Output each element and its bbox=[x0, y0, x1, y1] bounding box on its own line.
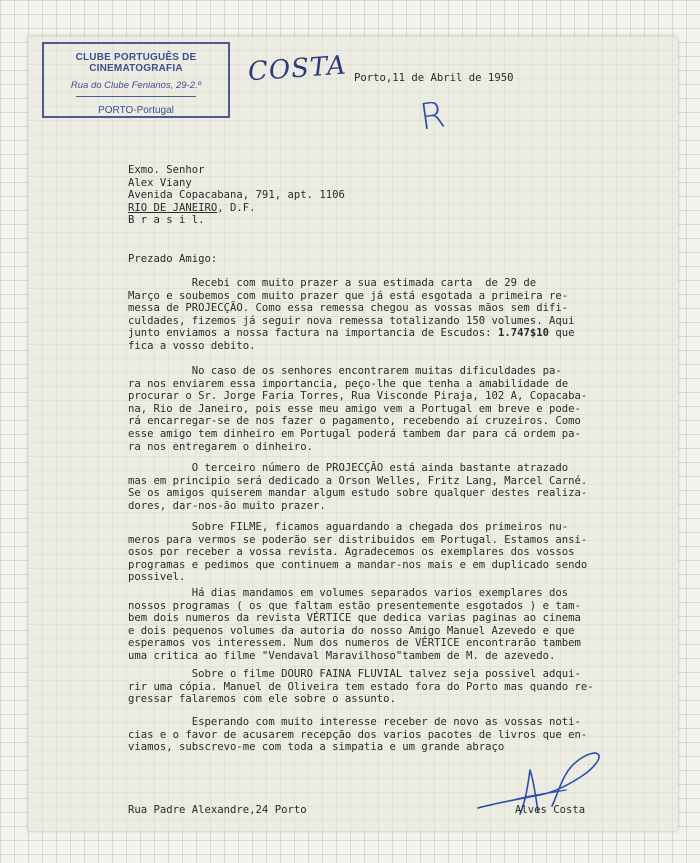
recipient-city: RIO DE JANEIRO bbox=[128, 201, 218, 214]
paragraph-line: Há dias mandamos em volumes separados varios exemplares dos bbox=[128, 587, 569, 599]
paragraph-line: gressar falaremos com ele sobre o assunto. bbox=[128, 693, 396, 706]
recipient-city-suffix: , D.F. bbox=[217, 201, 256, 214]
paragraph-line: mas em principio será dedicado a Orson Welles, Fritz Lang, Marcel Carné. bbox=[128, 474, 588, 487]
stamp-org-name: CLUBE PORTUGUÊS DE CINEMATOGRAFIA bbox=[75, 52, 197, 74]
paragraph-line: meros para vermos se poderão ser distribuidos em Portugal. Estamos ansi- bbox=[128, 533, 588, 546]
paragraph-line: Março e soubemos com muito prazer que já está esgotada a primeira re- bbox=[128, 289, 569, 302]
paragraph-line: Recebi com muito prazer a sua estimada carta de 29 de bbox=[128, 277, 537, 289]
paragraph-line: bem dois numeros da revista VÉRTICE que dedica varias paginas ao cinema bbox=[128, 612, 581, 625]
paragraph-line: uma critica ao filme "Vendaval Maravilhoso"tambem de M. de azevedo. bbox=[128, 649, 556, 662]
recipient-line: Avenida Copacabana, 791, apt. 1106 bbox=[128, 189, 345, 202]
recipient-block bbox=[128, 164, 345, 227]
paragraph-5 bbox=[128, 587, 581, 663]
handwritten-costa: COSTA bbox=[247, 50, 348, 88]
paragraph-line: messa de PROJECÇÃO. Como essa remessa chegou as vossas mãos sem difi- bbox=[128, 302, 569, 315]
paragraph-line: osos por receber a vossa revista. Agradecemos os exemplares dos vossos bbox=[128, 546, 575, 559]
paragraph-line: Sobre FILME, ficamos aguardando a chegada dos primeiros nu- bbox=[128, 521, 569, 533]
recipient-line: Alex Viany bbox=[128, 176, 192, 189]
paragraph-line: Sobre o filme DOURO FAINA FLUVIAL talvez seja possivel adqui- bbox=[128, 668, 581, 680]
salutation: Prezado Amigo: bbox=[128, 253, 218, 265]
paragraph-6 bbox=[128, 668, 594, 706]
paragraph-line: culdades, fizemos já seguir nova remessa totalizando 150 volumes. Aqui bbox=[128, 314, 575, 327]
paragraph-line: esse amigo tem dinheiro em Portugal poderá tambem dar para cá ordem pa- bbox=[128, 427, 581, 440]
paragraph-2 bbox=[128, 365, 587, 453]
paragraph-line: junto enviamos a nossa factura na importancia de Escudos: bbox=[128, 327, 492, 340]
paragraph-line: rá encarregar-se de nos fazer o pagamento, recebendo aí cruzeiros. Como bbox=[128, 415, 581, 428]
paragraph-line: nossos programas ( os que faltam estão presentemente esgotados ) e tam- bbox=[128, 599, 581, 612]
paragraph-line: Esperando com muito interesse receber de novo as vossas noti- bbox=[128, 716, 581, 728]
paragraph-line: O terceiro número de PROJECÇÃO está ainda bastante atrazado bbox=[128, 462, 569, 474]
paragraph-4 bbox=[128, 521, 587, 584]
paragraph-line: na, Rio de Janeiro, pois esse meu amigo vem a Portugal em breve e pode- bbox=[128, 402, 581, 415]
paragraph-line: ra nos enviarem essa importancia, peço-lhe que tenha a amabilidade de bbox=[128, 377, 569, 390]
paragraph-line: dores, dar-nos-ão muito prazer. bbox=[128, 499, 326, 512]
paragraph-line: programas e pedimos que continuem a mandar-nos mais e em duplicado sendo bbox=[128, 558, 588, 571]
handwritten-r-mark: R bbox=[417, 94, 448, 139]
paragraph-line: cias e o favor de acusarem recepção dos varios pacotes de livros que en- bbox=[128, 728, 588, 741]
letter-date: Porto,11 de Abril de 1950 bbox=[354, 72, 514, 84]
stamp-city: PORTO-Portugal bbox=[98, 105, 174, 116]
paragraph-line: ra nos entregarem o dinheiro. bbox=[128, 440, 313, 453]
invoice-amount: 1.747$10 bbox=[497, 327, 549, 340]
paragraph-line: Se os amigos quiserem mandar algum estudo sobre qualquer destes realiza- bbox=[128, 487, 588, 500]
paragraph-line: No caso de os senhores encontrarem muitas dificuldades pa- bbox=[128, 365, 562, 377]
paragraph-line: e dois pequenos volumes da autoria do nosso Amigo Manuel Azevedo e que bbox=[128, 624, 575, 637]
paragraph-3 bbox=[128, 462, 587, 512]
paragraph-line: esperamos vos interessem. Num dos numeros de VÉRTICE encontrarão tambem bbox=[128, 637, 581, 650]
organization-stamp bbox=[42, 42, 230, 118]
recipient-line: Exmo. Senhor bbox=[128, 164, 205, 176]
paragraph-line: viamos, subscrevo-me com toda a simpatia e um grande abraço bbox=[128, 741, 505, 754]
stamp-address: Rua do Clube Fenianos, 29-2.º bbox=[70, 80, 202, 91]
paragraph-line: que bbox=[548, 327, 575, 340]
paragraph-line: rir uma cópia. Manuel de Oliveira tem estado fora do Porto mas quando re- bbox=[128, 680, 594, 693]
paragraph-line: possivel. bbox=[128, 571, 186, 584]
footer-address: Rua Padre Alexandre,24 Porto bbox=[128, 804, 307, 816]
paragraph-1 bbox=[128, 277, 574, 353]
stamp-divider bbox=[76, 96, 196, 97]
paragraph-line: procurar o Sr. Jorge Faria Torres, Rua Visconde Piraja, 102 A, Copacaba- bbox=[128, 390, 588, 403]
signature-name: Alves Costa bbox=[515, 804, 586, 816]
recipient-country: B r a s i l. bbox=[128, 214, 205, 227]
paragraph-line: fica a vosso debito. bbox=[128, 339, 256, 352]
